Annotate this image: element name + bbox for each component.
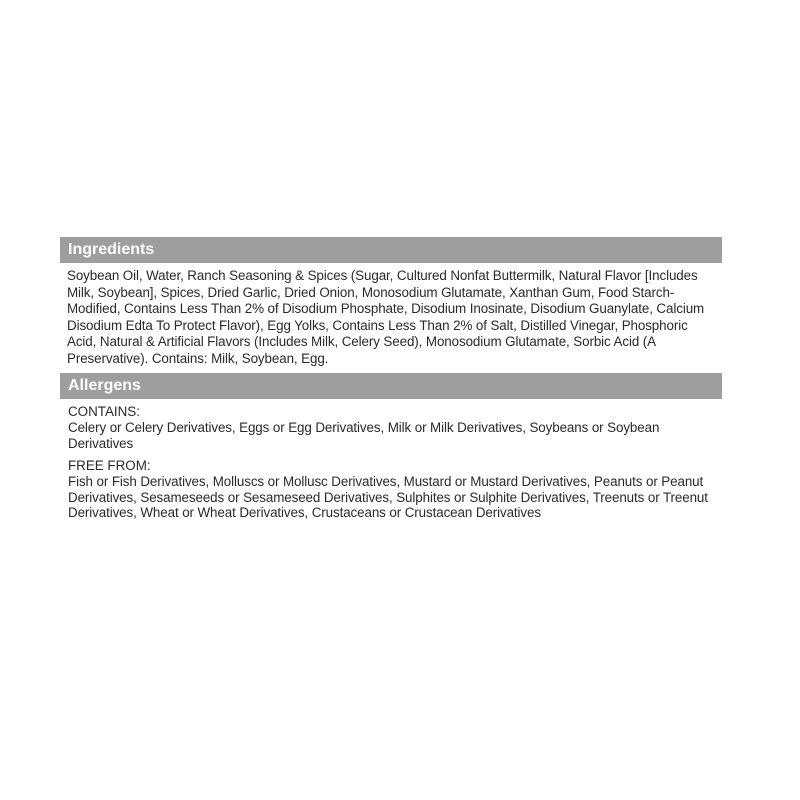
contains-label: CONTAINS: [68,404,140,419]
product-info-panel [60,237,722,528]
allergens-section [60,399,722,521]
allergens-header: Allergens [60,373,722,399]
free-from-list: Fish or Fish Derivatives, Molluscs or Mollusc Derivatives, Mustard or Mustard Derivatives, Peanuts or Peanut Derivatives, Sesameseeds or Sesameseed Derivatives, Sulphites or Sulphite Derivatives, Treenuts or Treenut Derivatives, Wheat or Wheat Derivatives, Crustaceans or Crustacean Derivatives [68,474,708,520]
ingredients-text: Soybean Oil, Water, Ranch Seasoning & Spices (Sugar, Cultured Nonfat Buttermilk, Natural Flavor [Includes Milk, Soybean], Spices, Dried Garlic, Dried Onion, Monosodium Glutamate, Xanthan Gum, Food Starch-Modified, Contains Less Than 2% of Disodium Phosphate, Disodium Inosinate, Disodium Guanylate, Calcium Disodium Edta To Protect Flavor), Egg Yolks, Contains Less Than 2% of Salt, Distilled Vinegar, Phosphoric Acid, Natural & Artificial Flavors (Includes Milk, Celery Seed), Monosodium Glutamate, Sorbic Acid (A Preservative). Contains: Milk, Soybean, Egg. [67,268,705,366]
ingredients-header: Ingredients [60,237,722,263]
free-from-label: FREE FROM: [68,458,151,473]
contains-list: Celery or Celery Derivatives, Eggs or Egg Derivatives, Milk or Milk Derivatives, Soybeans or Soybean Derivatives [68,420,660,451]
